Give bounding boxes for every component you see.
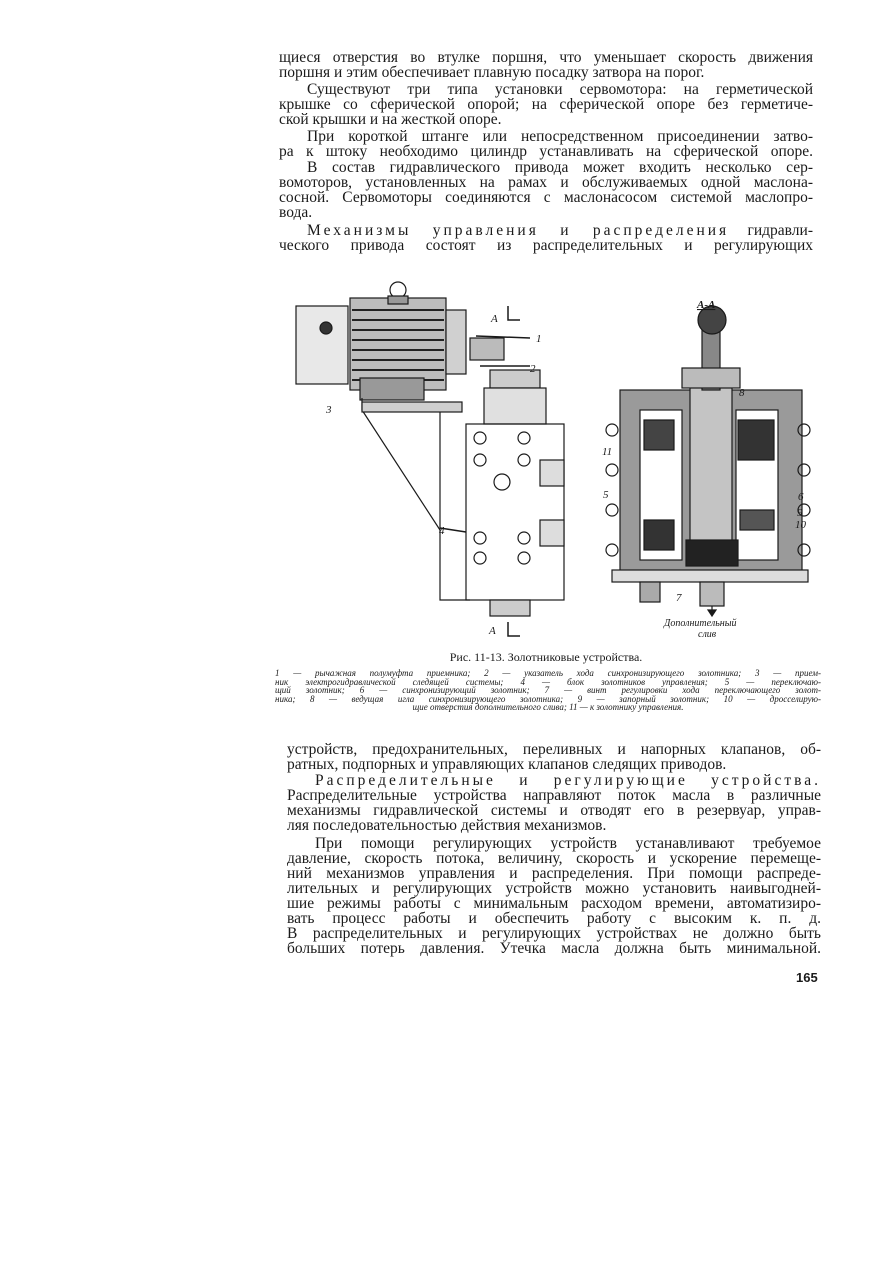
paragraph-5 [279,223,813,253]
text-line: вода. [279,204,313,221]
text-line: поршня и этим обеспечивает плавную посадку затвора на порог. [279,64,705,81]
paragraph-4 [279,160,813,220]
label-A-top: А [491,313,498,325]
label-section-AA: А-А [697,299,716,311]
text-line: крышке со сферической опорой; на сферической опоре без герметиче- [279,96,813,113]
paragraph-3 [279,129,813,159]
label-7: 7 [676,592,682,604]
drain-label-line2: слив [698,629,717,640]
text-line: Существуют три типа установки сервомотора: на герметической [307,81,813,98]
text-line: ратных, подпорных и управляющих клапанов следящих приводов. [287,756,727,773]
legend-line: 1 — рычажная полумуфта приемника; 2 — указатель хода синхронизирующего золотника; 3 — прием- [275,668,821,678]
spaced-heading: Распределительные и регулирующие устройства. [315,772,821,789]
text-line [287,773,821,788]
paragraph-8 [287,836,821,956]
page-number: 165 [796,970,818,985]
text-line: давление, скорость потока, величину, скорость и ускорение перемеще- [287,850,821,867]
paragraph-2 [279,82,813,127]
text-line: ра к штоку необходимо цилиндр устанавливать на сферической опоре. [279,143,813,160]
label-2: 2 [530,363,536,375]
text-line: При короткой штанге или непосредственном присоединении затво- [307,128,813,145]
label-A-bottom: А [489,625,496,637]
label-3: 3 [326,404,332,416]
text-line: лительных и регулирующих устройств можно установить наивыгодней- [287,880,821,897]
legend-line: ника; 8 — ведущая игла синхронизирующего золотника; 9 — запорный золотник; 10 — дросселирую- [275,693,821,704]
spool-block [466,338,564,616]
bracket [362,398,470,600]
text-line: При помощи регулирующих устройств устанавливают требуемое [315,835,821,852]
paragraph-6 [287,742,821,772]
label-6: 6 [798,491,804,503]
text-line: сосной. Сервомоторы соединяются с маслонасосом системой маслопро- [279,189,813,206]
label-9: 9 [797,507,803,519]
label-11: 11 [602,446,613,458]
legend-line: щие отверстия дополнительного слива; 11 — к золотнику управления. [412,702,684,712]
text-line: ской крышки и на жесткой опоре. [279,111,502,128]
label-4: 4 [439,525,445,537]
text-line: В состав гидравлического привода может входить несколько сер- [307,159,813,176]
text-line: Механизмы управления и распределения гидравли- [307,222,813,239]
label-5: 5 [603,489,609,501]
text-line: больших потерь давления. Утечка масла должна быть минимальной. [287,940,821,957]
text-line: ний механизмов управления и распределения. При помощи распреде- [287,865,821,882]
text-line: шие режимы работы с минимальным расходом времени, автоматизиро- [287,895,821,912]
figure-spool-devices [0,270,893,670]
text-line: щиеся отверстия во втулке поршня, что уменьшает скорость движения [279,49,813,66]
text-line: вать процесс работы и обеспечить работу с высоким к. п. д. [287,910,821,927]
text-line: механизмы гидравлической системы и отводят его в резервуар, управ- [287,802,821,819]
figure-legend [275,669,821,712]
legend-line: ник электрогидравлической следящей системы; 4 — блок золотников управления; 5 — переключаю- [275,676,821,687]
text-line: Распределительные устройства направляют поток масла в различные [287,787,821,804]
spaced-heading: Механизмы управления и распределения [307,222,730,239]
text-line: вомоторов, установленных на рамах и обслуживаемых одной маслона- [279,174,813,191]
text-line: ляя последовательностью действия механизмов. [287,817,607,834]
label-1: 1 [536,333,542,345]
legend-line: щий золотник; 6 — синхронизирующий золотник; 7 — винт регулировки хода переключающего золот- [275,685,821,695]
figure-caption: Рис. 11-13. Золотниковые устройства. [449,650,643,664]
paragraph-1 [279,50,813,80]
text-line: устройств, предохранительных, переливных и напорных клапанов, об- [287,741,821,758]
label-10: 10 [795,519,806,531]
text-line: В распределительных и регулирующих устройствах не должно быть [287,925,821,942]
label-8: 8 [739,387,745,399]
drain-label-line1: Дополнительный [664,618,737,629]
paragraph-7 [287,773,821,833]
text-line: ческого привода состоят из распределительных и регулирующих [279,237,813,254]
section-view [606,306,810,616]
receiver-motor [296,282,466,400]
